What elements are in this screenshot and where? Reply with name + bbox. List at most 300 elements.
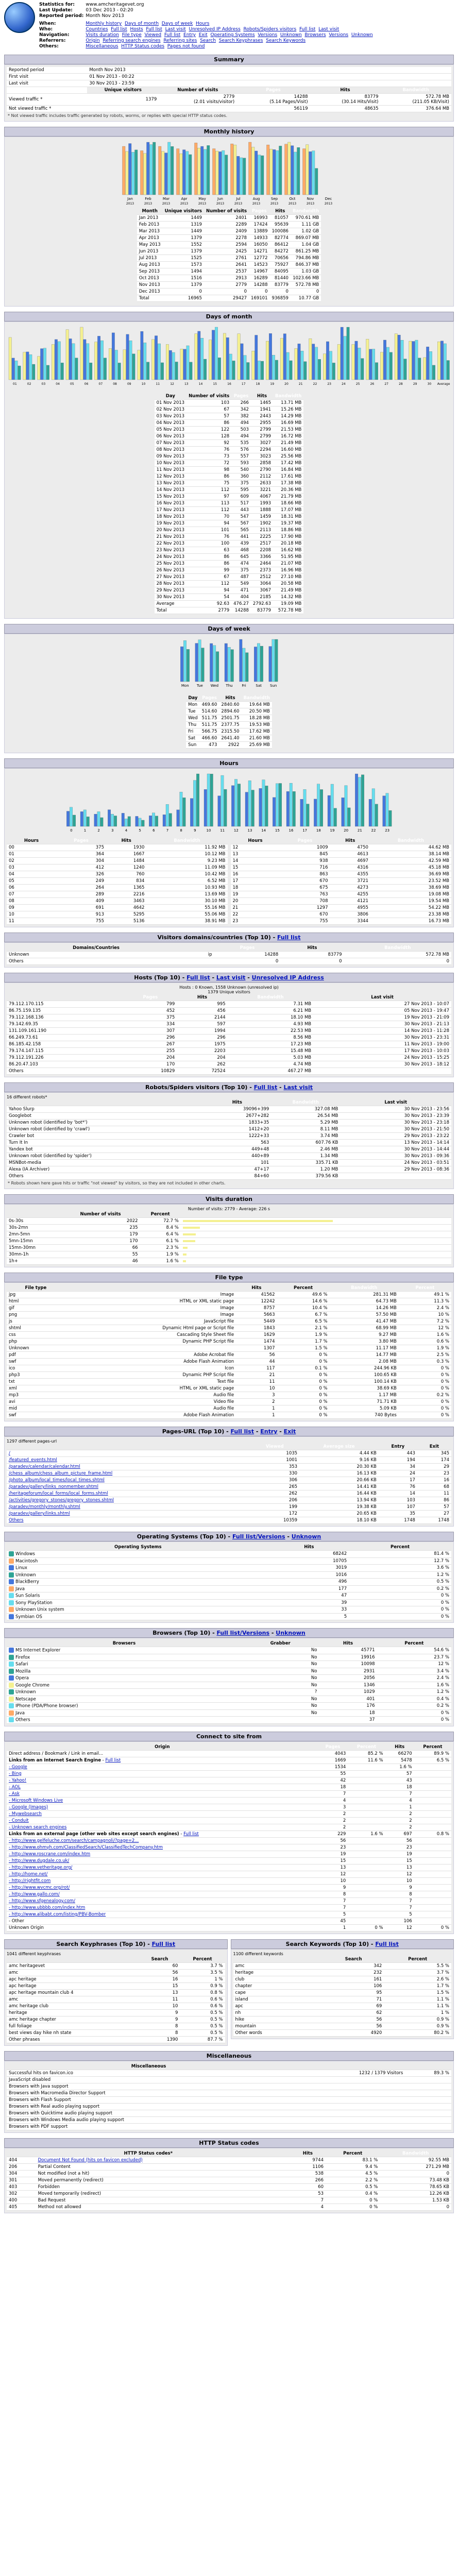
days-cell: 92.63 [186,601,231,607]
chart-hours-bar [355,774,358,826]
chart-days-bar [129,341,131,380]
days-cell: 16.69 MB [273,420,303,427]
days-cell: 20.58 MB [273,581,303,587]
period-select[interactable]: Month Nov 2013 [86,13,124,19]
robots-row [7,1146,451,1153]
duration-bar-cell [181,1218,451,1225]
hosts-full-list-link[interactable]: Full list [186,974,210,981]
monthly-cell: 29427 [204,295,249,302]
misc-row [7,2076,451,2083]
hours-row [7,858,228,865]
chart-days-bar [203,359,206,380]
misc-section [4,2051,454,2133]
hours-cell: 763 [280,891,330,898]
ref-engine-row-cell: 1.6 % [385,1764,414,1770]
keyphrases-full-list-link[interactable]: Full list [151,1940,176,1947]
keyphrases-cell: 87.7 % [180,2036,225,2043]
pages-cell[interactable]: /featured_events.html [7,1457,250,1464]
robots-cell: 101 [203,1160,271,1166]
keyphrases-cell: 3.5 % [180,1969,225,1976]
filetypes-cell: 2.08 MB [330,1359,399,1365]
chart-hours-tick-label: 8 [179,828,182,833]
ref-ext-full-list-link[interactable]: Full list [183,1831,199,1837]
ref-page-row-cell[interactable]: - http://www.sfgenealogy.com/ [7,1897,318,1904]
browsers-unknown-link[interactable]: Unknown [276,1630,306,1636]
hours-cell: 289 [56,891,106,898]
monthly-row [137,235,321,242]
header-link[interactable]: HTTP Status codes [121,44,165,49]
ref-page-row-cell: 19 [385,1851,414,1857]
header-link[interactable]: Pages not found [167,44,205,49]
days-col-header: Hits [251,393,273,400]
http-cell: 7 [290,2197,326,2204]
referrers-header-row [7,1744,451,1751]
misc-row [7,2103,451,2110]
keywords-cell: 56 [323,2016,384,2023]
chart-days-bar [40,349,43,380]
http-cell[interactable]: Document Not Found (hits on favicon excluded) [36,2157,290,2163]
chart-days-bar [155,336,157,380]
chart-days-bar [115,350,117,380]
duration-bar [183,1220,333,1222]
days-cell: 2113 [251,527,273,534]
header-link[interactable]: Viewed [144,32,162,38]
header-link[interactable]: Operating Systems [210,32,255,38]
keyphrases-cell: apc heritage [7,1982,140,1989]
header-link[interactable]: Hours [196,21,210,26]
ref-engine-row-cell[interactable]: - Conduit [7,1817,318,1824]
ref-engine-row-cell [414,1824,451,1831]
hosts-cell: 10829 [124,1068,177,1075]
monthly-cell: 81440 [269,275,290,282]
http-cell: 404 [7,2157,36,2163]
hosts-cell: 452 [124,1008,177,1014]
days-cell: 92 [186,440,231,447]
ref-page-row-cell[interactable]: - http://www.vetheritage.org/ [7,1864,318,1871]
os-cell [7,1551,269,1558]
countries-cell: Others [7,958,185,965]
ref-search-full-list-link[interactable]: Full list [105,1757,121,1763]
chart-monthly-bar [197,148,200,195]
hours-row [231,918,452,925]
os-unknown-link[interactable]: Unknown [291,1533,321,1540]
hours-cell: 16.73 MB [370,918,451,925]
os-full-list-link[interactable]: Full list/Versions [232,1533,285,1540]
header-link[interactable]: Miscellaneous [86,44,118,49]
hours-row [231,865,452,871]
filetypes-cell: 41.47 MB [330,1318,399,1325]
ref-engine-row-cell[interactable]: - Google (Images) [7,1804,318,1810]
pages-cell: 68 [417,1484,451,1490]
ref-page-row-cell: 8 [318,1891,348,1897]
duration-cell: 1.6 % [140,1258,181,1265]
header-link[interactable]: Days of month [124,21,159,26]
summary-section [4,55,454,122]
monthly-col-header: Hits [269,208,290,215]
header-link[interactable]: Search Keywords [266,38,306,43]
keyphrases-title: Search Keyphrases (Top 10) - Full list [4,1939,228,1949]
ref-page-row-cell[interactable]: - http://www.ubbbb.com/index.htm [7,1904,318,1911]
pages-exit-link[interactable]: Exit [283,1428,296,1435]
http-title: HTTP Status codes [4,2138,454,2148]
ref-engine-row-cell[interactable]: - Unknown search engines [7,1824,318,1831]
robots-last-visit-link[interactable]: Last visit [283,1084,313,1091]
ref-page-row-cell: 9 [318,1884,348,1891]
ref-page-row-cell[interactable]: - http://www.roscrane.com/index.htm [7,1851,318,1857]
ref-engine-row-cell[interactable]: - Mywebsearch [7,1810,318,1817]
hours-cell: 670 [280,911,330,918]
header-link[interactable]: Last visit [318,27,340,32]
robots-table [7,1099,451,1180]
duration-cell: 55 [61,1251,140,1258]
header-link[interactable]: File type [122,32,142,38]
ref-page-row-cell[interactable]: - http://www.gelfeluche.com/search/campagnoli/?page=2... [7,1837,318,1844]
http-cell: 9744 [290,2157,326,2163]
monthly-col-header: Pages [249,208,269,215]
header-link[interactable]: Versions [329,32,349,38]
keyphrases-cell: 8 [140,2023,180,2029]
browsers-full-list-link[interactable]: Full list/Versions [216,1630,270,1636]
ref-page-row-cell[interactable]: - http://www.gallo.com/ [7,1891,318,1897]
monthly-cell: 14967 [249,268,269,275]
pages-row [7,1504,451,1511]
hosts-unresolved-link[interactable]: Unresolved IP Address [251,974,324,981]
chart-monthly-bar [203,149,207,195]
pages-cell[interactable]: /heritageforum/local_forms/local_forms.shtml [7,1490,250,1497]
monthly-cell: 861.25 MB [291,248,321,255]
browsers-header-row [7,1640,451,1647]
chart-days-bar [341,327,343,380]
monthly-row [137,242,321,248]
ref-page-row-cell [414,1864,451,1871]
chart-monthly-bar [215,151,218,195]
ref-page-row-cell: 12 [385,1871,414,1877]
browsers-cell: 19916 [319,1654,377,1661]
robots-row [7,1106,451,1113]
hours-cell: 755 [56,918,106,925]
misc-cell [291,2110,405,2116]
keywords-col-header: Percent [384,1956,451,1963]
filetypes-title: File type [4,1273,454,1282]
chart-days-bar [132,354,134,380]
filetypes-cell: 8757 [236,1305,277,1312]
ref-page-row-cell[interactable]: - http://www.dugdale.co.uk/ [7,1857,318,1864]
browsers-col-header: Grabber [242,1640,319,1647]
summary-table [7,67,451,112]
chart-weekdays-tick-label: Sun [269,684,277,688]
header-link[interactable]: Robots/Spiders visitors [243,27,297,32]
ref-engine-row-cell [414,1764,451,1770]
days-cell: 02 Nov 2013 [155,406,186,413]
ref-page-row-cell [348,1904,385,1911]
days-cell: 439 [231,540,251,547]
header-link[interactable]: Days of week [161,21,193,26]
duration-bar [183,1240,195,1242]
header-link[interactable]: Exit [198,32,208,38]
filetypes-cell: 1.17 MB [330,1392,399,1399]
chart-days-bar [383,340,386,380]
pages-cell[interactable]: Others [7,1517,250,1524]
pages-full-list-link[interactable]: Full list [230,1428,254,1435]
pages-cell[interactable]: /paradev/gallery/links_nonmember.shtml [7,1484,250,1490]
ref-engine-row-cell: 43 [385,1777,414,1784]
browsers-cell: 2056 [319,1675,377,1682]
hours-row [231,905,452,911]
browsers-name: Firefox [15,1655,30,1660]
ref-page-row-cell[interactable]: - http://www.alibabt.com/listing/PBV-Bomber [7,1911,318,1918]
days-cell: 2443 [251,413,273,420]
ref-engine-row-cell[interactable]: - Ask [7,1790,318,1797]
filetypes-row [7,1379,451,1385]
hours-cell: 21 [231,905,280,911]
countries-cell: 0 [344,958,451,965]
header-link[interactable]: Visits duration [86,32,119,38]
chart-days-tick-label: 04 [55,382,60,386]
header-link[interactable]: Origin [86,38,100,43]
pages-cell[interactable]: /paradev/gallery/links.shtml [7,1511,250,1517]
header-link[interactable]: Unknown [351,32,373,38]
chart-monthly-bar [233,145,236,195]
chart-hours-bar [122,813,125,826]
days-cell: 17 Nov 2013 [155,507,186,514]
browsers-cell: 37 [319,1717,377,1724]
chart-hours-bar [138,818,141,826]
hosts-last-visit-link[interactable]: Last visit [216,974,246,981]
browsers-cell: 2931 [319,1668,377,1675]
days-cell: 14 Nov 2013 [155,487,186,494]
duration-col-header [7,1211,61,1218]
monthly-row [137,248,321,255]
app-icon [9,1683,14,1688]
ref-engine-row-cell[interactable]: - Google [7,1764,318,1770]
ref-engine-row-cell: 42 [318,1777,348,1784]
header-link[interactable]: Full list [299,27,316,32]
days-cell: 06 Nov 2013 [155,433,186,440]
hosts-row [7,1021,451,1028]
ref-engine-row-cell: 2 [318,1810,348,1817]
chart-hours-bar [372,789,375,826]
pages-cell[interactable]: / [7,1450,250,1457]
hosts-cell: 2203 [177,1048,227,1055]
monthly-row [137,289,321,295]
http-cell: 92.55 MB [380,2157,451,2163]
robots-cell: Unknown robot (identified by 'spider') [7,1153,203,1160]
countries-full-list-link[interactable]: Full list [277,934,301,941]
chart-monthly-bar [297,147,300,195]
pages-cell[interactable]: /paradev/calendar/calendar.html [7,1464,250,1470]
header-link[interactable]: Entry [183,32,196,38]
ref-page-row-cell [348,1864,385,1871]
filetypes-row [7,1332,451,1338]
header-link[interactable]: Full list [164,32,181,38]
days-cell: Average [155,601,186,607]
pages-cell: 353 [250,1464,299,1470]
pages-cell[interactable]: /photo_album/local_times/local_times.shtml [7,1477,250,1484]
filetypes-cell: Audio file [65,1405,236,1412]
filetypes-section [4,1273,454,1421]
pages-col-header: Average size [299,1444,379,1450]
chart-weekdays-bar [268,647,272,682]
chart-hours-tick-label: 12 [233,828,239,833]
days-row [155,413,304,420]
header-link[interactable]: Unresolved IP Address [189,27,241,32]
hosts-cell: 6.21 MB [228,1008,314,1014]
chart-days-bar [297,344,300,380]
days-cell: 2790 [251,467,273,473]
chart-hours-tick-label: 14 [261,828,266,833]
days-row [155,400,304,406]
misc-cell [291,2096,405,2103]
filetypes-cell: 2 [236,1399,277,1405]
robots-row [7,1126,451,1133]
header-link[interactable]: Hosts [130,27,143,32]
filetypes-row [7,1338,451,1345]
header-link[interactable]: Full list [111,27,127,32]
browsers-cell: No [242,1675,319,1682]
hours-cell: 10.12 MB [146,851,227,858]
monthly-cell: 2537 [204,268,249,275]
pages-entry-link[interactable]: Entry [260,1428,278,1435]
monthly-title: Monthly history [4,127,454,137]
days-row [155,587,304,594]
keyphrases-cell: amc heritagevet [7,1962,140,1969]
header-link[interactable]: Referring search engines [103,38,161,43]
days-cell: 57 [186,413,231,420]
pages-cell[interactable]: /paradev/monthly/monthly.shtml [7,1504,250,1511]
ref-page-row-cell[interactable]: - http://home.net/ [7,1871,318,1877]
awstats-logo [4,2,35,33]
header-link[interactable]: Countries [86,27,108,32]
hours-row [231,878,452,885]
chart-days-bar [11,358,14,380]
chart-days-bar [269,333,272,380]
pages-cell: 1748 [417,1517,451,1524]
filetypes-cell: Image [65,1292,236,1298]
http-cell: Not modified (not a hit) [36,2170,290,2177]
ref-page-row-cell[interactable]: - http://www.wvcmc.org/rot/ [7,1884,318,1891]
robots-row [7,1133,451,1140]
filetypes-cell: 1307 [236,1345,277,1352]
pages-cell[interactable]: /chess_album/chess_album_picture_frame.html [7,1470,250,1477]
browsers-name: IPhone (PDA/Phone browser) [15,1703,78,1709]
days-cell: 15.26 MB [273,406,303,413]
hours-cell: 675 [280,885,330,891]
keywords-row [233,1962,452,1969]
pages-cell: 16.44 KB [299,1490,379,1497]
chart-days-bar [400,340,403,380]
filetypes-cell: 64.73 MB [330,1298,399,1305]
header-link[interactable]: Monthly history [86,21,122,26]
ref-engine-row-cell[interactable]: - Microsoft Windows Live [7,1797,318,1804]
hosts-cell: 334 [124,1021,177,1028]
hours-cell: 11 [7,918,56,925]
ref-engine-row-cell [348,1810,385,1817]
os-row [7,1565,451,1572]
pages-cell: 20.30 KB [299,1464,379,1470]
pages-cell: 11 [417,1490,451,1497]
pages-cell: 34 [379,1464,417,1470]
pages-row [7,1477,451,1484]
keywords-cell: hike [233,2016,323,2023]
filetypes-cell: 0 % [277,1392,330,1399]
duration-row [7,1258,451,1265]
keywords-cell: 1.1 % [384,1996,451,2003]
chart-monthly-tick-year: 2013 [126,202,134,206]
chart-weekdays-bar [198,640,201,682]
monthly-cell: 2761 [204,255,249,262]
chart-hours-bar [166,804,169,826]
header-link[interactable]: Full list [146,27,162,32]
ref-engine-row-cell[interactable]: - Yahoo! [7,1777,318,1784]
os-cell: 496 [269,1579,349,1586]
hours-cell: 4273 [330,885,370,891]
hours-row [7,911,228,918]
days-cell: 94 [186,520,231,527]
monthly-row [137,282,321,289]
keywords-row [233,1976,452,1982]
hosts-header-row [7,994,451,1001]
robots-full-list-link[interactable]: Full list [253,1084,278,1091]
ref-engine-row-cell[interactable]: - AOL [7,1784,318,1790]
pages-row [7,1457,451,1464]
hours-cell: 755 [280,918,330,925]
hours-title: Hours [4,758,454,768]
header-link[interactable]: Last visit [165,27,186,32]
ref-engine-row-cell[interactable]: - Bing [7,1770,318,1777]
os-cell: 81.4 % [349,1551,451,1558]
http-cell: 403 [7,2183,36,2190]
app-icon [9,1669,14,1674]
header-link[interactable]: Versions [258,32,278,38]
chart-days-tick-label: 08 [112,382,117,386]
monthly-cell: 936859 [269,295,290,302]
header-link[interactable]: Search [200,38,216,43]
ref-page-row [7,1857,451,1864]
header-link[interactable]: Referring sites [163,38,197,43]
monthly-cell: Jun 2013 [137,248,163,255]
last-update: 03 Dec 2013 - 02:20 [86,8,133,13]
monthly-cell: 2278 [204,235,249,242]
monthly-chart-svg [121,139,337,206]
hours-cell: 708 [280,898,330,905]
ref-page-row-cell[interactable]: - http://rightfit.com [7,1877,318,1884]
http-cell: 0.4 % [326,2190,380,2197]
os-cell [7,1557,269,1565]
hours-row [7,891,228,898]
header-link[interactable]: Unknown [280,32,302,38]
keywords-full-list-link[interactable]: Full list [375,1940,399,1947]
hours-cell: 55.16 MB [146,905,227,911]
ref-page-row-cell[interactable]: - http://www.ohmyh.com/ClassifiedSearch/ClassifiedTechCompany.htm [7,1844,318,1851]
days-cell: 567 [231,520,251,527]
pages-cell[interactable]: /activities/gregory_stones/gregory_stones.shtml [7,1497,250,1504]
robots-cell: 29 Nov 2013 - 08:36 [340,1166,451,1173]
monthly-chart [7,139,451,206]
keyphrases-cell: 1 % [180,1976,225,1982]
header-link[interactable]: Search Keyphrases [218,38,263,43]
chart-monthly-bar [207,145,210,195]
days-cell: 14.32 MB [273,594,303,601]
pages-row [7,1450,451,1457]
chart-days-bar [294,348,297,380]
header-link[interactable]: Browsers [304,32,326,38]
chart-days-bar [309,338,311,380]
keywords-cell: apc [233,2003,323,2009]
days-cell: 593 [231,460,251,467]
chart-hours-bar [251,790,255,826]
days-row [155,487,304,494]
hosts-cell: 05 Nov 2013 - 19:47 [313,1008,451,1014]
